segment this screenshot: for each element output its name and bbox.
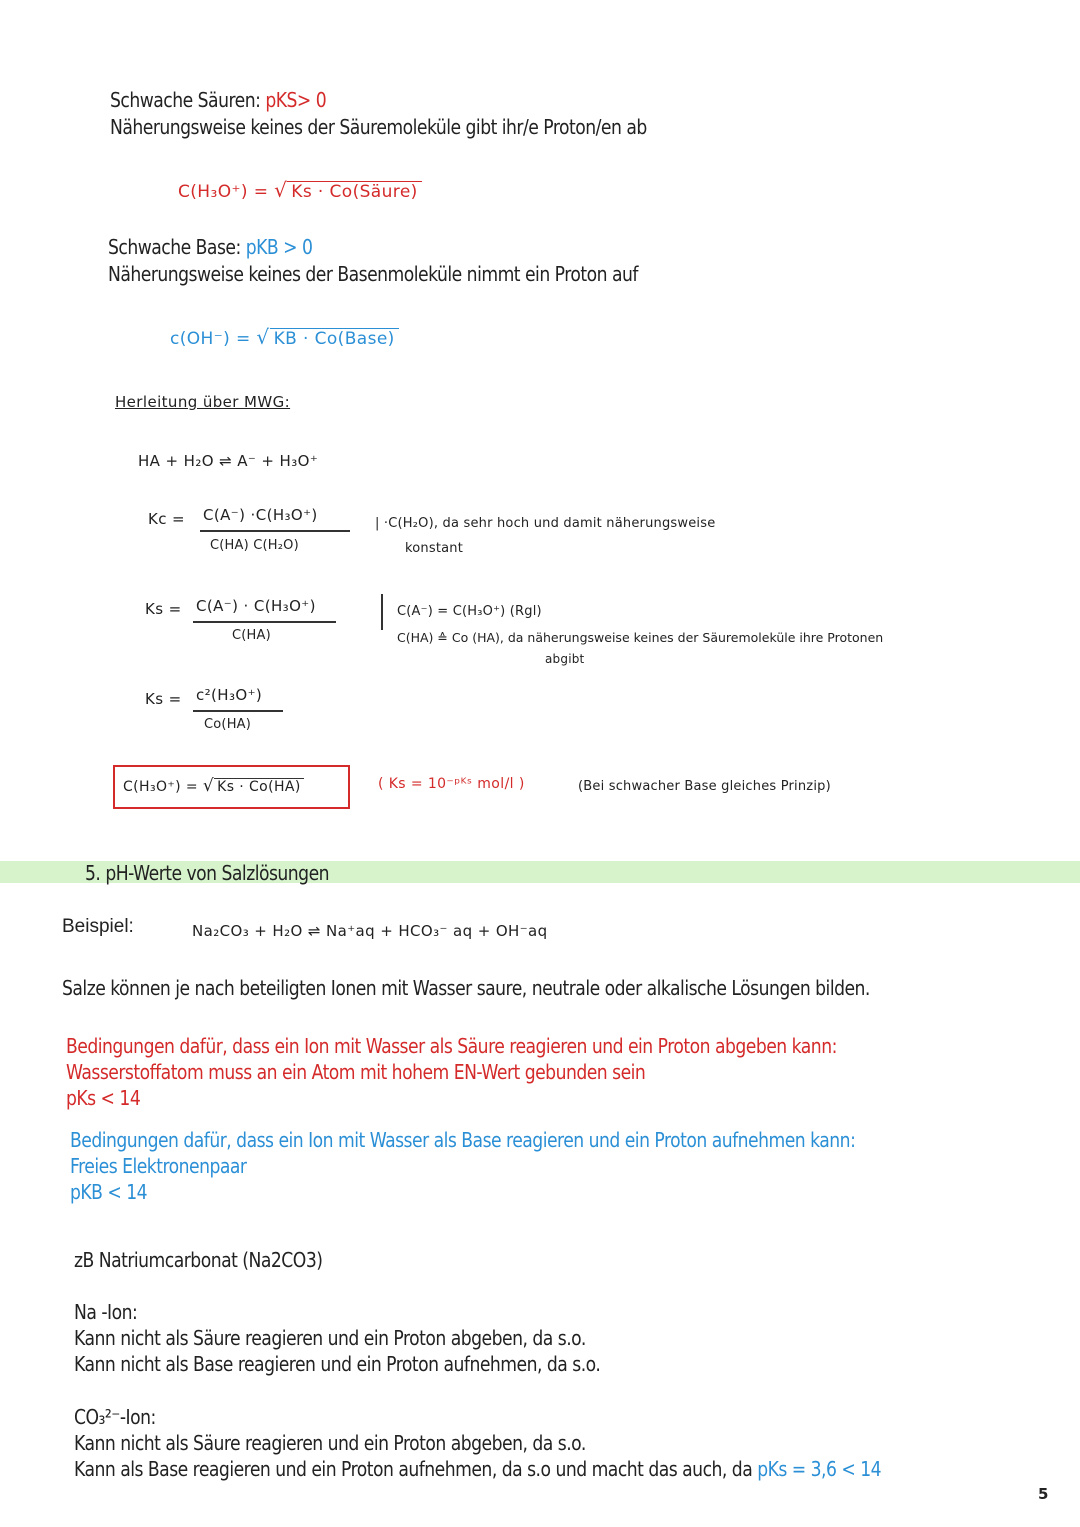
- co3-ion-line-1: Kann nicht als Säure reagieren und ein Proton abgeben, da s.o.: [74, 1431, 586, 1455]
- example-label: Beispiel:: [62, 916, 134, 937]
- ks2-label: Ks =: [145, 690, 182, 708]
- ks2-denominator: Co(HA): [204, 717, 252, 732]
- ks2-numerator: c²(H₃O⁺): [196, 686, 263, 704]
- acid-condition-heading: Bedingungen dafür, dass ein Ion mit Wasser als Säure reagieren und ein Proton abgeben kann:: [66, 1034, 837, 1058]
- kc-note-line1: | ·C(H₂O), da sehr hoch und damit näherungsweise: [375, 516, 716, 531]
- weak-acid-pks: pKS> 0: [265, 88, 327, 112]
- ks2-fraction-bar: [193, 710, 283, 712]
- ks1-fraction-bar: [193, 621, 336, 623]
- ks1-label: Ks =: [145, 600, 182, 618]
- weak-acid-formula-lhs: C(H₃O⁺) =: [178, 182, 275, 202]
- weak-base-pkb: pKB > 0: [245, 235, 313, 259]
- derivation-reaction: HA + H₂O ⇌ A⁻ + H₃O⁺: [138, 452, 319, 470]
- base-condition-heading: Bedingungen dafür, dass ein Ion mit Wasser als Base reagieren und ein Proton aufnehmen kann:: [70, 1128, 856, 1152]
- kc-fraction-bar: [200, 530, 350, 532]
- kc-denominator: C(HA) C(H₂O): [210, 538, 299, 553]
- ks1-note-line1: C(A⁻) = C(H₃O⁺) (Rgl): [397, 604, 542, 619]
- ks1-denominator: C(HA): [232, 628, 271, 643]
- section5-heading: 5. pH-Werte von Salzlösungen: [85, 861, 330, 885]
- page-number: 5: [1038, 1485, 1049, 1503]
- base-condition-2: pKB < 14: [70, 1180, 148, 1204]
- weak-base-formula-rhs: KB · Co(Base): [270, 328, 399, 349]
- example-reaction: Na₂CO₃ + H₂O ⇌ Na⁺aq + HCO₃⁻ aq + OH⁻aq: [192, 922, 548, 940]
- weak-acid-description: Näherungsweise keines der Säuremoleküle gibt ihr/e Proton/en ab: [110, 115, 647, 139]
- ks-definition: ( Ks = 10⁻ᵖᴷˢ mol/l ): [378, 776, 525, 792]
- weak-acid-title-prefix: Schwache Säuren:: [110, 88, 266, 112]
- na-ion-line-2: Kann nicht als Base reagieren und ein Proton aufnehmen, da s.o.: [74, 1352, 601, 1376]
- sqrt-icon: √: [256, 325, 270, 349]
- kc-label: Kc =: [148, 510, 186, 528]
- weak-base-title: [108, 235, 312, 259]
- weak-base-formula-lhs: c(OH⁻) =: [170, 329, 257, 349]
- acid-condition-2: pKs < 14: [66, 1086, 141, 1110]
- weak-base-title-prefix: Schwache Base:: [108, 235, 246, 259]
- na-ion-title: Na -Ion:: [74, 1300, 138, 1324]
- salts-intro: Salze können je nach beteiligten Ionen mit Wasser saure, neutrale oder alkalische Lösungen bilden.: [62, 976, 870, 1000]
- result-formula: [123, 776, 304, 796]
- co3-pks-value: pKs = 3,6 < 14: [757, 1457, 882, 1481]
- result-formula-lhs: C(H₃O⁺) =: [123, 779, 203, 795]
- ks1-note-line2: C(HA) ≙ Co (HA), da näherungsweise keines der Säuremoleküle ihre Protonen: [397, 630, 884, 645]
- weak-acid-formula-rhs: Ks · Co(Säure): [287, 181, 421, 202]
- weak-acid-title: [110, 88, 326, 112]
- base-note: (Bei schwacher Base gleiches Prinzip): [578, 779, 831, 794]
- na-ion-line-1: Kann nicht als Säure reagieren und ein Proton abgeben, da s.o.: [74, 1326, 586, 1350]
- co3-ion-line-2: [74, 1457, 881, 1481]
- co3-ion-title: CO₃²⁻-Ion:: [74, 1405, 156, 1429]
- weak-acid-formula: [178, 178, 422, 202]
- acid-condition-1: Wasserstoffatom muss an ein Atom mit hohem EN-Wert gebunden sein: [66, 1060, 646, 1084]
- co3-ion-line-2-prefix: Kann als Base reagieren und ein Proton aufnehmen, da s.o und macht das auch, da: [74, 1457, 758, 1481]
- weak-base-formula: [170, 325, 399, 349]
- sqrt-icon: √: [274, 178, 288, 202]
- result-formula-rhs: Ks · Co(HA): [214, 778, 304, 795]
- derivation-heading: Herleitung über MWG:: [115, 393, 291, 411]
- weak-base-description: Näherungsweise keines der Basenmoleküle nimmt ein Proton auf: [108, 262, 638, 286]
- kc-note-line2: konstant: [405, 541, 464, 556]
- ks1-numerator: C(A⁻) · C(H₃O⁺): [196, 597, 316, 615]
- ks1-note-line3: abgibt: [545, 652, 585, 666]
- example2-title: zB Natriumcarbonat (Na2CO3): [74, 1248, 323, 1272]
- sqrt-icon: √: [202, 776, 215, 796]
- kc-numerator: C(A⁻) ·C(H₃O⁺): [203, 506, 318, 524]
- ks1-divider: [381, 594, 383, 630]
- base-condition-1: Freies Elektronenpaar: [70, 1154, 247, 1178]
